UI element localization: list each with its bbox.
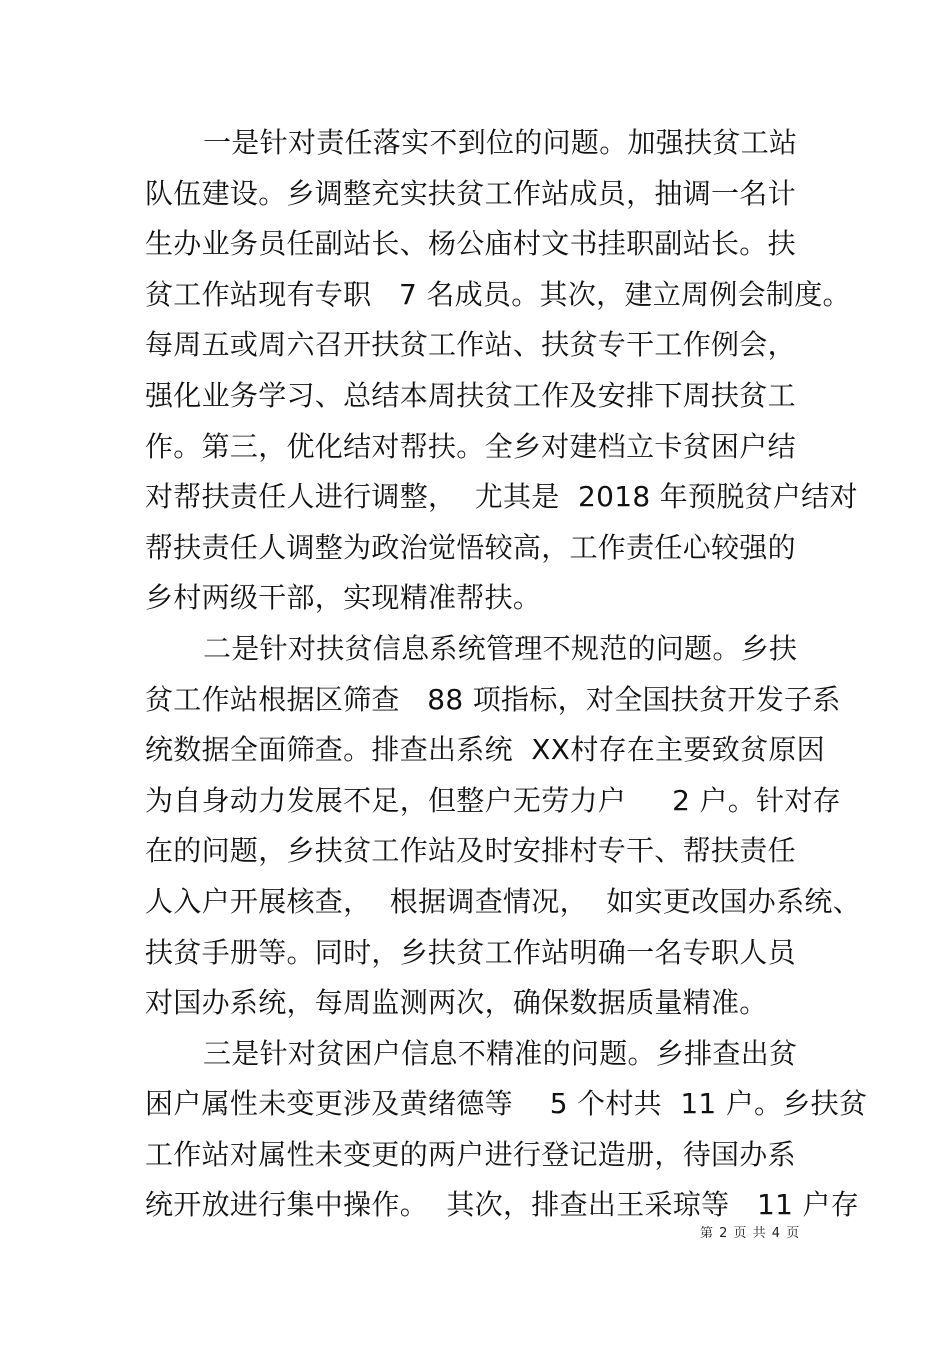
text-line: 困户属性未变更涉及黄绪德等 5 个村共 11 户。乡扶贫: [145, 1087, 868, 1121]
text-line: 乡村两级干部，实现精准帮扶。: [145, 581, 542, 615]
text-line: 生办业务员任副站长、杨公庙村文书挂职副站长。扶: [145, 227, 796, 261]
text-line: 扶贫手册等。同时，乡扶贫工作站明确一名专职人员: [145, 935, 796, 969]
text-line: 一是针对责任落实不到位的问题。加强扶贫工站: [203, 126, 798, 159]
text-line: 作。第三，优化结对帮扶。全乡对建档立卡贫困户结: [145, 429, 796, 463]
text-line: 每周五或周六召开扶贫工作站、扶贫专干工作例会，: [145, 328, 796, 362]
text-line: 二是针对扶贫信息系统管理不规范的问题。乡扶: [203, 631, 798, 665]
text-line: 为自身动力发展不足，但整户无劳力户 2 户。针对存: [145, 783, 841, 817]
text-line: 在的问题，乡扶贫工作站及时安排村专干、帮扶责任: [145, 834, 796, 868]
text-line: 工作站对属性未变更的两户进行登记造册，待国办系: [145, 1137, 796, 1171]
page-number-footer: 第 2 页 共 4 页: [700, 1226, 801, 1241]
text-line: 贫工作站根据区筛查 88 项指标，对全国扶贫开发子系: [145, 682, 841, 716]
text-line: 强化业务学习、总结本周扶贫工作及安排下周扶贫工: [145, 378, 796, 412]
text-line: 三是针对贫困户信息不精准的问题。乡排查出贫: [203, 1036, 798, 1070]
text-line: 人入户开展核查， 根据调查情况， 如实更改国办系统、: [145, 884, 862, 918]
text-line: 帮扶责任人调整为政治觉悟较高，工作责任心较强的: [145, 530, 796, 564]
text-line: 贫工作站现有专职 7 名成员。其次，建立周例会制度。: [145, 277, 851, 311]
body-text: [145, 118, 868, 1231]
text-line: 统开放进行集中操作。 其次，排查出王采琼等 11 户存: [145, 1188, 860, 1222]
text-line: 对国办系统，每周监测两次，确保数据质量精准。: [145, 986, 768, 1020]
text-line: 对帮扶责任人进行调整， 尤其是 2018 年预脱贫户结对: [145, 480, 858, 514]
text-line: 队伍建设。乡调整充实扶贫工作站成员，抽调一名计: [145, 176, 796, 210]
text-line: 统数据全面筛查。排查出系统 XX村存在主要致贫原因: [145, 733, 825, 767]
